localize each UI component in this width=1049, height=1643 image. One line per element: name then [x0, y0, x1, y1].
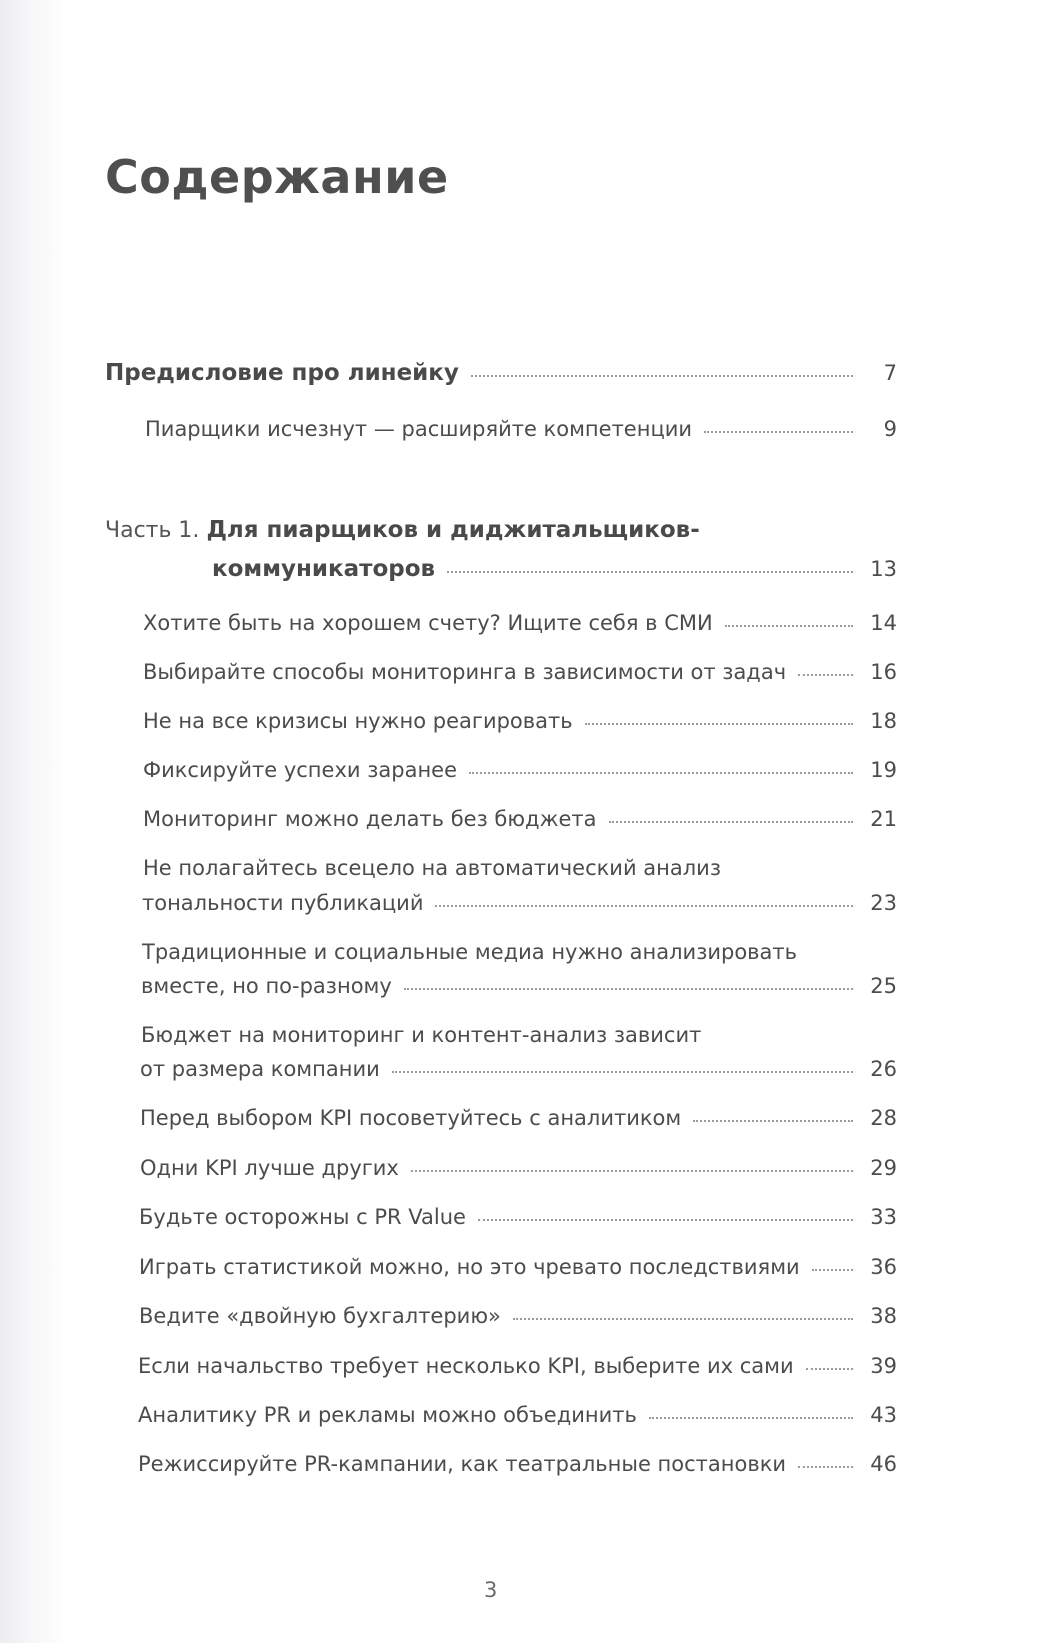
toc-entry[interactable] — [138, 1403, 897, 1427]
toc-entry-label: Фиксируйте успехи заранее — [143, 758, 458, 782]
part-title-line2: коммуникаторов — [212, 556, 436, 582]
toc-entry[interactable] — [142, 891, 897, 915]
toc-entry-page: 29 — [870, 1156, 897, 1180]
toc-entry-page: 28 — [870, 1106, 897, 1130]
toc-entry-label: Мониторинг можно делать без бюджета — [143, 807, 597, 831]
toc-entry-line1: Традиционные и социальные медиа нужно анализировать — [142, 940, 798, 964]
toc-entry-label: Хотите быть на хорошем счету? Ищите себя в СМИ — [143, 611, 713, 635]
dot-leader — [469, 772, 853, 774]
part-title-line1: Для пиарщиков и диджитальщиков- — [206, 517, 700, 543]
toc-entry-label: Одни KPI лучше других — [140, 1156, 399, 1180]
toc-entry-preface[interactable] — [105, 360, 897, 386]
dot-leader — [585, 723, 853, 725]
toc-entry[interactable] — [140, 1156, 897, 1180]
toc-entry[interactable] — [138, 1452, 897, 1476]
toc-entry-part1[interactable] — [212, 556, 897, 582]
toc-entry-page: 39 — [870, 1354, 897, 1378]
toc-entry[interactable] — [139, 1205, 897, 1229]
toc-entry-label: Пиарщики исчезнут — расширяйте компетенции — [145, 417, 693, 441]
dot-leader — [435, 905, 853, 907]
toc-entry-label: Аналитику PR и рекламы можно объединить — [138, 1403, 637, 1427]
toc-entry-page: 16 — [870, 660, 897, 684]
dot-leader — [649, 1417, 853, 1419]
toc-entry-label: Режиссируйте PR-кампании, как театральные постановки — [138, 1452, 787, 1476]
dot-leader — [812, 1269, 853, 1271]
toc-entry-label: Не на все кризисы нужно реагировать — [143, 709, 573, 733]
toc-entry[interactable] — [143, 758, 897, 782]
toc-entry-page: 7 — [883, 361, 897, 385]
part-number: Часть 1. — [105, 518, 200, 543]
dot-leader — [798, 1466, 853, 1468]
toc-entry[interactable] — [139, 1304, 897, 1328]
toc-entry[interactable] — [139, 1255, 897, 1279]
dot-leader — [447, 571, 853, 573]
dot-leader — [471, 375, 853, 377]
toc-entry-page: 21 — [870, 807, 897, 831]
toc-entry-page: 19 — [870, 758, 897, 782]
toc-entry-line1: Не полагайтесь всецело на автоматический анализ — [143, 856, 721, 880]
toc-entry-line1: Бюджет на мониторинг и контент-анализ зависит — [141, 1023, 702, 1047]
toc-entry-page: 18 — [870, 709, 897, 733]
toc-entry-label: Перед выбором KPI посоветуйтесь с аналитиком — [140, 1106, 682, 1130]
toc-entry-label: от размера компании — [140, 1057, 380, 1081]
dot-leader — [411, 1170, 853, 1172]
toc-entry-label: тональности публикаций — [142, 891, 424, 915]
dot-leader — [798, 674, 853, 676]
toc-entry-page: 26 — [870, 1057, 897, 1081]
dot-leader — [478, 1219, 853, 1221]
toc-entry-preface-sub[interactable] — [145, 417, 897, 441]
toc-entry-page: 43 — [870, 1403, 897, 1427]
toc-entry[interactable] — [138, 1354, 897, 1378]
toc-entry-page: 14 — [870, 611, 897, 635]
toc-entry-page: 36 — [870, 1255, 897, 1279]
dot-leader — [704, 431, 853, 433]
toc-entry-page: 25 — [870, 974, 897, 998]
toc-entry-label: Играть статистикой можно, но это чревато последствиями — [139, 1255, 800, 1279]
toc-entry-label: Выбирайте способы мониторинга в зависимости от задач — [143, 660, 787, 684]
toc-entry-label: Предисловие про линейку — [105, 360, 459, 386]
dot-leader — [609, 821, 853, 823]
page-title: Содержание — [105, 150, 449, 204]
dot-leader — [693, 1120, 853, 1122]
toc-entry-page: 23 — [870, 891, 897, 915]
toc-entry-page: 38 — [870, 1304, 897, 1328]
toc-entry[interactable] — [143, 709, 897, 733]
dot-leader — [513, 1318, 853, 1320]
toc-entry[interactable] — [140, 1057, 897, 1081]
dot-leader — [392, 1071, 853, 1073]
dot-leader — [404, 988, 853, 990]
page-edge-shadow — [0, 0, 70, 1643]
toc-entry[interactable] — [143, 611, 897, 635]
toc-entry[interactable] — [143, 807, 897, 831]
toc-entry-page: 46 — [870, 1452, 897, 1476]
dot-leader — [806, 1368, 853, 1370]
toc-entry-label: Ведите «двойную бухгалтерию» — [139, 1304, 501, 1328]
toc-entry-page: 13 — [870, 557, 897, 581]
toc-entry-label: Если начальство требует несколько KPI, выберите их сами — [138, 1354, 794, 1378]
toc-part-heading[interactable] — [105, 517, 700, 543]
dot-leader — [725, 625, 853, 627]
toc-entry[interactable] — [141, 974, 897, 998]
toc-entry-page: 9 — [883, 417, 897, 441]
toc-entry[interactable] — [143, 660, 897, 684]
toc-entry[interactable] — [140, 1106, 897, 1130]
page-number: 3 — [484, 1578, 498, 1602]
toc-entry-label: Будьте осторожны с PR Value — [139, 1205, 466, 1229]
toc-entry-label: вместе, но по-разному — [141, 974, 392, 998]
toc-entry-page: 33 — [870, 1205, 897, 1229]
